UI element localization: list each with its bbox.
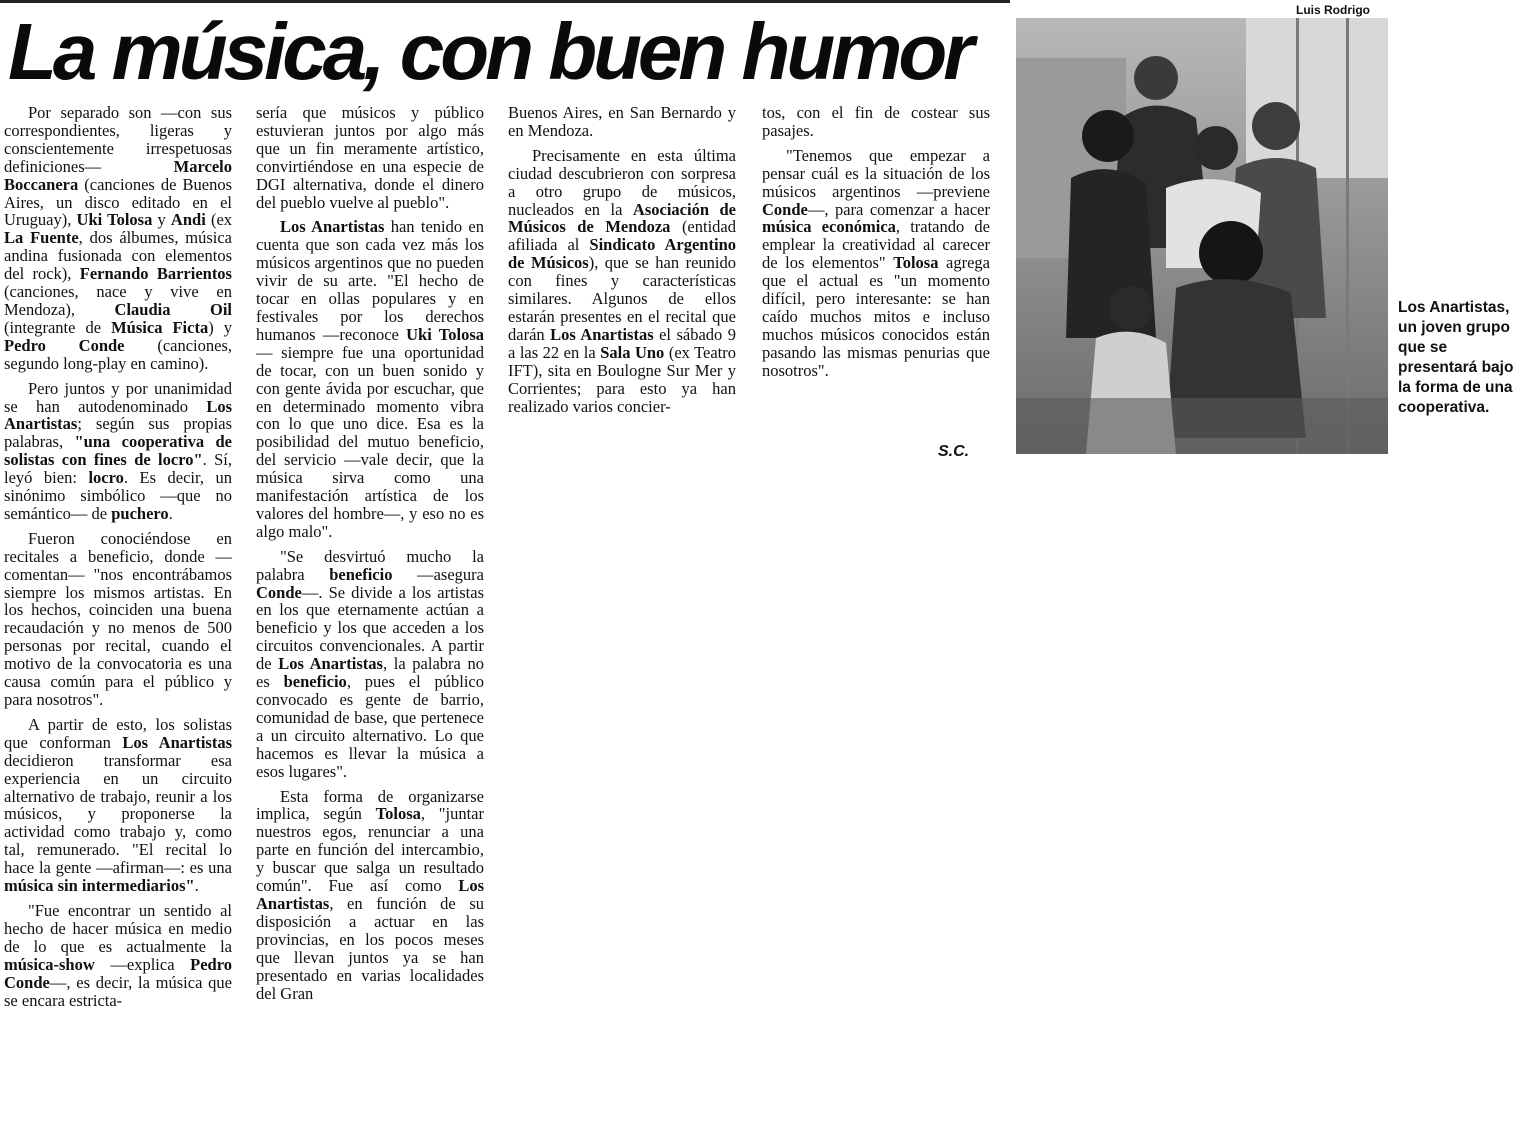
article-paragraph <box>508 104 736 140</box>
bold-text: Marcelo Boccanera <box>4 156 232 194</box>
group-photo <box>1016 18 1388 454</box>
bold-text: Los Anartistas <box>280 217 385 237</box>
article-paragraph <box>762 147 990 380</box>
bold-text: Los Anartistas <box>122 732 232 752</box>
photo-credit: Luis Rodrigo <box>1296 3 1370 17</box>
top-rule <box>0 0 1010 3</box>
text: Esta forma de organizarse implica, según <box>256 786 484 824</box>
text: A partir de esto, los solistas que conforman <box>4 714 232 752</box>
text: . Sí, leyó bien: <box>4 450 232 488</box>
text: —. Se divide a los artistas en los que eternamente actúan a beneficio y los que acceden a los circuitos convencionales. A partir de <box>256 582 484 674</box>
text: Por separado son —con sus correspondientes, ligeras y conscientemente irrespetuosas definiciones— <box>4 104 232 176</box>
article-paragraph <box>256 104 484 211</box>
text: (canciones, segundo long-play en camino). <box>4 335 232 373</box>
bold-text: Uki Tolosa <box>76 210 153 230</box>
text: ), que se han reunido con fines y características similares. Algunos de ellos estarán presentes en el recital que darán <box>508 253 736 344</box>
bold-text: Sala Uno <box>600 342 665 362</box>
text: Buenos Aires, en San Bernardo y en Mendoza. <box>508 104 736 140</box>
text: , "juntar nuestros egos, renunciar a una parte en función del intercambio, y buscar que salga un resultado común". Fue así como <box>256 804 484 896</box>
text: ; según sus propias palabras, <box>4 414 232 452</box>
text: . <box>168 503 173 523</box>
bold-text: Fernando Barrientos <box>79 264 232 284</box>
text: , la palabra no es <box>256 654 484 692</box>
text: ) y <box>208 317 232 337</box>
text: , dos álbumes, música andina fusionada con elementos del rock), <box>4 228 232 284</box>
text: "Se desvirtuó mucho la palabra <box>256 546 484 584</box>
article-paragraph <box>256 548 484 781</box>
article-column-1 <box>4 104 232 1146</box>
text: , en función de su disposición a actuar en las provincias, en los pocos meses que llevan juntos ya se han presentado en varias localidades del Gran <box>256 893 484 1003</box>
text: (canciones, nace y vive en Mendoza), <box>4 282 232 319</box>
article-paragraph <box>256 218 484 540</box>
text: agrega que el actual es "un momento difícil, pero interesante: se han caído muchos mitos e incluso muchos músicos conocidos están pasando las mismas penurias que nosotros". <box>762 253 990 380</box>
article-paragraph <box>256 788 484 1003</box>
article-paragraph <box>4 902 232 1009</box>
photo-caption: Los Anartistas, un joven grupo que se presentará bajo la forma de una cooperativa. <box>1398 299 1514 416</box>
bold-text: música económica <box>762 217 896 237</box>
article-column-3 <box>508 104 736 464</box>
text: (canciones de Buenos Aires, un disco editado en el Uruguay), <box>4 174 232 230</box>
bold-text: Los Anartistas <box>256 876 484 913</box>
bold-text: Conde <box>762 199 808 219</box>
text: —, para comenzar a hacer <box>807 199 990 219</box>
text: "Tenemos que empezar a pensar cuál es la situación de los músicos argentinos —previene <box>762 145 990 201</box>
text: decidieron transformar esa experiencia en un circuito alternativo de trabajo, reunir a los músicos, y proponerse la actividad como trabajo y, como tal, remunerado. "El recital lo hace la gente —afirman—: es una <box>4 750 232 878</box>
text: han tenido en cuenta que son cada vez más los músicos argentinos que no pueden vivir de su arte. "El hecho de tocar en ollas populares y en festivales por los derechos humanos —reconoce <box>256 217 484 344</box>
article-paragraph <box>762 104 990 140</box>
bold-text: Los Anartistas <box>4 396 232 434</box>
text: Pero juntos y por unanimidad se han autodenominado <box>4 378 232 416</box>
text: Fueron conociéndose en recitales a beneficio, donde —comentan— "nos encontrábamos siempre los mismos artistas. En los hechos, coinciden una buena recaudación y no menos de 500 personas por recital, cuando el motivo de la convocatoria es una causa común para el público y para nosotros". <box>4 528 232 709</box>
bold-text: música-show <box>4 954 95 974</box>
bold-text: locro <box>88 468 124 488</box>
bold-text: Asociación de Músicos de Mendoza <box>508 199 736 237</box>
bold-text: Uki Tolosa <box>406 324 484 344</box>
text: y <box>152 210 171 230</box>
text: —, es decir, la música que se encara estricta- <box>4 972 232 1010</box>
bold-text: beneficio <box>283 672 347 692</box>
bold-text: La Fuente <box>4 228 79 248</box>
text: , tratando de emplear la creatividad al carecer de los elementos" <box>762 217 990 273</box>
article-paragraph <box>4 716 232 895</box>
bold-text: Claudia Oil <box>114 299 232 319</box>
text: "Fue encontrar un sentido al hecho de hacer música en medio de lo que es actualmente la <box>4 900 232 956</box>
text: — siempre fue una oportunidad de tocar, con un buen sonido y con gente ávida por escuchar, que en determinado momento vibra con lo que uno dice. Esa es la posibilidad del mutuo beneficio, del servicio —vale decir, que la música sirva como una manifestación artística de los valores del hombre—, y eso no es algo malo". <box>256 342 484 541</box>
text: (ex <box>205 210 232 230</box>
text: , pues el público convocado es gente de barrio, comunidad de base, que pertenece a un circuito alternativo. Lo que hacemos es llevar la música a esos lugares". <box>256 672 484 781</box>
article-column-2 <box>256 104 484 1146</box>
article-paragraph <box>4 380 232 523</box>
bold-text: puchero <box>111 503 169 523</box>
text: . <box>194 876 199 896</box>
article-column-4 <box>762 104 990 464</box>
text: Precisamente en esta última ciudad descubrieron con sorpresa a otro grupo de músicos, nucleados en la <box>508 145 736 219</box>
text: el sábado 9 a las 22 en la <box>508 324 736 362</box>
bold-text: Sindicato Argentino de Músicos <box>508 235 736 273</box>
article-paragraph <box>4 104 232 373</box>
bold-text: Los Anartistas <box>550 324 654 344</box>
text: (ex Teatro IFT), sita en Boulogne Sur Mer y Corrientes; para esto ya han realizado varios concier- <box>508 342 736 416</box>
text: tos, con el fin de costear sus pasajes. <box>762 104 990 140</box>
headline: La música, con buen humor <box>8 7 971 96</box>
bold-text: Conde <box>256 582 302 602</box>
text: (integrante de <box>4 317 112 337</box>
text: sería que músicos y público estuvieran juntos por algo más que un fin meramente artístico, convirtiéndose en una especie de DGI alternativa, donde el dinero del pueblo vuelve al pueblo". <box>256 104 484 212</box>
text: . Es decir, un sinónimo simbólico —que no semántico— de <box>4 468 232 523</box>
article-paragraph <box>4 530 232 709</box>
bold-text: Música Ficta <box>111 317 209 337</box>
bold-text: Los Anartistas <box>278 654 383 674</box>
article-paragraph <box>508 147 736 416</box>
bold-text: beneficio <box>329 564 393 584</box>
text: (entidad afiliada al <box>508 217 736 255</box>
text: —explica <box>94 954 191 974</box>
bold-text: Tolosa <box>893 253 939 273</box>
bold-text: Tolosa <box>375 804 421 824</box>
bold-text: Pedro Conde <box>4 335 125 355</box>
author-signature: S.C. <box>938 443 970 460</box>
text: —asegura <box>392 564 484 584</box>
bold-text: música sin intermediarios" <box>4 876 195 896</box>
bold-text: Andi <box>170 210 206 230</box>
group-photo-image <box>1016 18 1388 454</box>
bold-text: Pedro Conde <box>4 954 232 992</box>
bold-text: "una cooperativa de solistas con fines de locro" <box>4 432 232 470</box>
